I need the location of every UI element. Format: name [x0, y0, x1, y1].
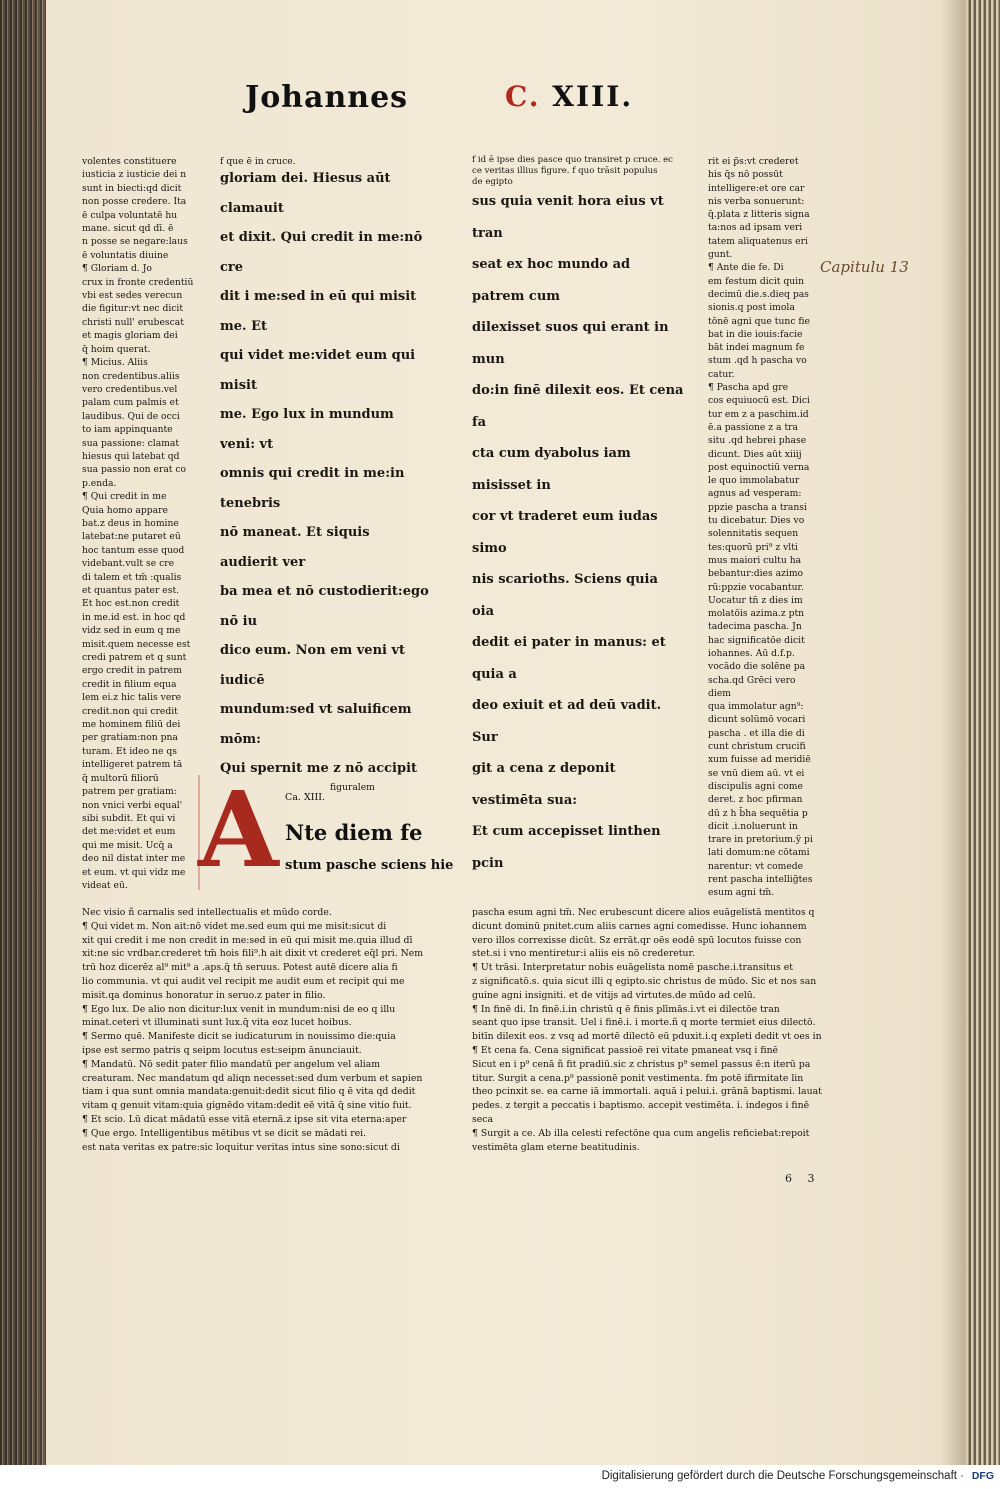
gloss-figural: figuralem: [330, 782, 375, 793]
funding-credit: Digitalisierung gefördert durch die Deutsche Forschungsgemeinschaft ·: [601, 1470, 964, 1482]
running-head-chapter-letter: C.: [505, 80, 541, 113]
main-text-middle: gloriam dei. Hiesus aūt clamauit et dixit. Qui credit in me:nō cre dit i me:sed in eū qui misit me. Et qui videt me:videt eum qui misit me. Ego lux in mundum veni: vt omnis qui credit in me:in tenebris nō maneat. Et siquis audierit ver ba mea et nō custodierit:ego nō iu dico eum. Non em veni vt iudicē mundum:sed vt saluificem mōm: Qui spernit me z nō accipit: [220, 171, 429, 776]
opening-line-1: Nte diem fe: [285, 820, 423, 845]
running-head-chapter-number: XIII.: [552, 80, 634, 113]
gloss-bottom-left: Nec visio ñ carnalis sed intellectualis et mūdo corde. ¶ Qui videt m. Non ait:nō videt me.sed eum qui me misit:sicut di xit qui credit i me non credit in me:sed in eū qui misit me.quia illud dī xit:ne sic vrdbar.crederet tm̄ hois fili⁹.h ait dixit vt crederet eq̄l pri. Nem trū hoz dicerēz al⁹ mit⁹ a .aps.q̃ tn̄ seruus. Potest autē dicere alia fi lio communia. vt qui audit vel recipit me audit eum et recipit qui me misit.qa dominus honoratur in seruo.z pater in filio. ¶ Ego lux. De alio non dicitur:lux venit in mundum:nisi de eo q illu minat.ceteri vt illuminati sunt lux.q̄ vita eoz lucet hoibus. ¶ Sermo quē. Manifeste dicit se iudicaturum in nouissimo die:quia ipse est sermo patris q seipm locutus est:seipm ānunciauit. ¶ Mandatū. Nō sedit pater filio mandatū per angelum vel aliam creaturam. Nec mandatum qd aliqn necesset:sed dum verbum et sapien tiam i qua sunt omnia mandata:genuit:dedit sicut filio q ē vita qd dedit vitam q genuit vitam:quia gignēdo vitam:dedit eē vitā q̄ sine vitio fuit. ¶ Et scio. Lū dicat mādatū esse vitā eternā.z ipse sit vita eterna:aper ¶ Que ergo. Intelligentibus mētibus vt se dicit se mādati rei. est nata veritas ex patre:sic loquitur veritas intus sine sono:sicut di: [82, 907, 424, 1153]
running-head-left: Johannes: [245, 80, 409, 115]
digitization-footer: [0, 1465, 1000, 1489]
gloss-bottom-right: pascha esum agni tm̄. Nec erubescunt dicere alios euāgelistā mentitos q dicunt dominū pnitet.cum aliis carnes agni comedisse. Hunc iohannem vero illos correxisse dicūt. Sz errāt.qr oēs eodē spū locutos fuisse con stet.si i vno mentiretur:i aliis eis nō crederetur. ¶ Ut trāsi. Interpretatur nobis euāgelista nomē pasche.i.transitus et z significatō.s. quia sicut illi q egipto.sic christus de mūdo. Sic et nos san guine agni insigniti. et de vitijs ad virtutes.de mūdo ad celū. ¶ In finē di. In finē.i.in christū q ē finis plīmās.i.vt ei dilectōe tran seant quo ipse transit. Uel i finē.i. i morte.ñ q morte termiet eius dilectō. bitīn dilexit eos. z vsq ad mortē dilectō eū pduxit.i.q expleti dedit vt oes in ¶ Et cena fa. Cena significat passioē rei vitate pmaneat vsq i finē Sicut en i p⁹ cenā ñ fit pradiū.sic z christus p⁹ semel passus ē:n iterū pa titur. Surgit a cena.p⁹ passionē ponit vestimenta. fm potē ifirmitate lin theo pcinxit se. ea carne iā immortali. aquā i pelui.i. grānā baptismi. lauat pedes. z tergit a peccatis i baptismo. accepit vestimēta. i. indegos i finē seca ¶ Surgit a ce. Ab illa celesti refectōne qua cum angelis reficiebat:repoit vestimēta glam eterne beatitudinis.: [472, 907, 822, 1153]
page-edges-left: [0, 0, 46, 1465]
gloss-column-left: volentes constituere iusticia z iusticie dei n sunt in biecti:qd dicit non posse credere. Ita ē culpa voluntatē hu mane. sicut qd dī. ē n posse se negare:laus ē voluntatis diuine ¶ Gloriam d. Jo crux in fronte credentiū vbi est sedes verecun die figitur:vt nec dicit christi null' erubescat et magis gloriam dei q̄ hoim querat. ¶ Micius. Aliis non credentibus.aliis vero credentibus.vel palam cum palmis et laudibus. Qui de occi to iam appinquante sua passione: clamat hiesus qui latebat qd sua passio non erat co p.enda. ¶ Qui credit in me Quia homo appare bat.z deus in homine latebat:ne putaret eū hoc tantum esse quod videbant.vult se cre di talem et tm̄ :qualis et quantus pater est. Et hoc est.non credit in me.id est. in hoc qd vidz sed in eum q me misit.quem necesse est credi patrem et q sunt ergo credit in patrem credit in filium equa lem ei.z hic talis vere credit.non qui credit me hominem filiū dei per gratiam:non pna turam. Et ideo ne qs intelligeret patrem tā q̄ multorū filiorū patrem per gratiam: non vnici verbi equal' sibi subdit. Et qui vi det me:videt et eum qui me misit. Ucq̄ a deo nil distat inter me et eum. vt qui vidz me videat eū.: [82, 156, 194, 891]
main-text-right: sus quia venit hora eius vt tran seat ex hoc mundo ad patrem cum dilexisset suos qui erant in mun do:in finē dilexit eos. Et cena fa cta cum dyabolus iam misisset in cor vt traderet eum iudas simo nis scarioths. Sciens quia oia dedit ei pater in manus: et quia a deo exiuit et ad deū vadit. Sur git a cena z deponit vestimēta sua: Et cum accepisset linthen pcin: [472, 194, 684, 871]
gloss-column-right: rit ei p̄s:vt crederet his q̄s nō possūt intelligere:et ore car nis verba sonuerunt: q̄.plata z litteris signa ta:nos ad ipsam veri tatem aliquatenus eri gunt. ¶ Ante die fe. Di em festum dicit quin decimū die.s.dieq pas sionis.q post imola tōnē agni que tunc fie bat in die iouis:facie bāt indei magnum fe stum .qd h pascha vo catur. ¶ Pascha apd gre cos equiuocū est. Dici tur em z a paschim.id ē.a passione z a tra situ .qd hebrei phase dicunt. Dies aūt xiiij post equinoctiū verna le quo immolabatur agnus ad vesperam: ppzie pascha a transi tu dicebatur. Dies vo solennitatis sequen tes:quorū pri⁹ z vlti mus maiori cultu ha bebantur:dies azimo rū:ppzie vocabantur. Uocatur tn̄ z dies im molatōis azima.z ptn tadecima pascha. Jn hac significatōe dicit iohannes. Aū d.f.p. vocādo die solēne pa scha.qd Grēci vero diem qua immolatur agn⁹: dicunt solūmō vocari pascha . et illa die di cunt christum crucifi xum fuisse ad meridiē se vnū diem aū. vt ei discipulis agni come deret. z hoc pfirman dū z h b̄ha sequētia p dicit .i.noluerunt in trare in pretorium.ȳ pi lati domum:ne cōtami narentur: vt comede rent pascha intellig̃tes esum agni tm̄.: [708, 156, 813, 899]
handwritten-margin-note: Capitulu 13: [820, 258, 909, 276]
running-head-right: [505, 80, 633, 113]
illuminated-initial-a: A: [198, 768, 279, 891]
opening-line-2: stum pasche sciens hie: [285, 858, 454, 873]
gloss-inline-middle: f que ē in cruce.: [220, 156, 296, 167]
gloss-top-right: f id ē ipse dies pasce quo transiret p cruce. ec ce veritas illius figure. f quo trāsit populus de egipto: [472, 155, 673, 187]
chapter-heading: Ca. XIII.: [285, 792, 326, 803]
folio-number: 6 3: [785, 1172, 821, 1185]
page-edges-right: [966, 0, 1000, 1465]
dfg-logo: DFG: [971, 1470, 994, 1482]
